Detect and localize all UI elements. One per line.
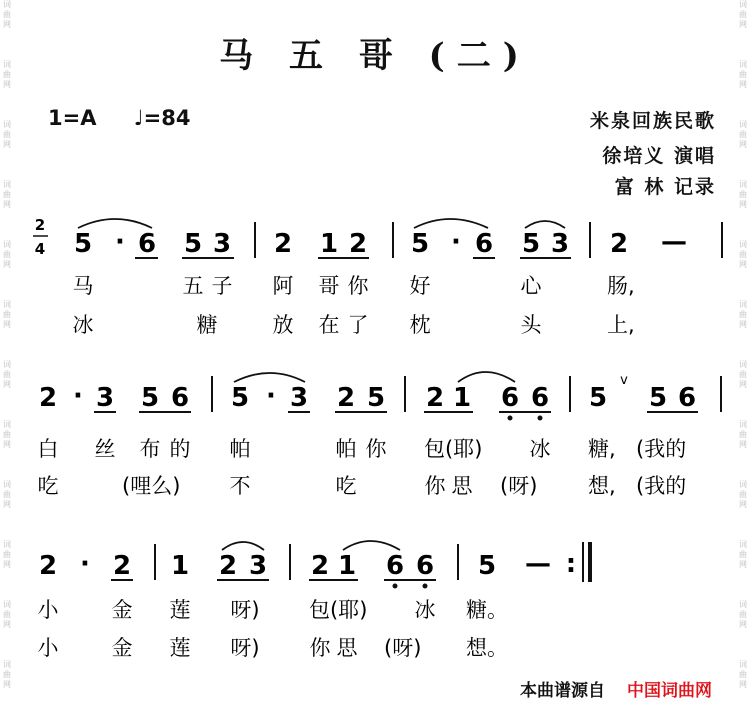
lyric: 帕 [335, 437, 357, 461]
note: 5 [230, 383, 250, 413]
lyric: 帕 [229, 437, 251, 461]
note-dot: · [115, 227, 125, 257]
note: 5 [588, 383, 608, 413]
lyric: 冰 [72, 313, 94, 337]
lyric: (呀) [500, 474, 538, 498]
lyric: 了 [347, 313, 369, 337]
note: 6 [677, 383, 697, 413]
lyric: 糖。 [466, 598, 508, 622]
watermark-text: 词 曲 网 [3, 360, 11, 389]
watermark-text: 词 曲 网 [3, 480, 11, 509]
lyric: 阿 [272, 274, 294, 298]
lyric: 布 [139, 437, 161, 461]
note: 2 [310, 551, 330, 581]
lyric: 心 [520, 274, 542, 298]
lyric: 你 [365, 437, 387, 461]
lyric: 子 [211, 274, 233, 298]
dash: — [525, 549, 551, 579]
note: 2 [38, 383, 58, 413]
slur [525, 221, 565, 228]
octave-dot [538, 416, 543, 421]
tempo-marking: ♩=84 [133, 106, 191, 130]
repeat-dots: : [565, 549, 577, 579]
note: 5 [73, 229, 93, 259]
lyric: 你 [309, 636, 331, 660]
lyric: 呀) [230, 598, 260, 622]
note: 6 [474, 229, 494, 259]
lyric: 小 [37, 598, 59, 622]
octave-dot [393, 584, 398, 589]
lyric: 小 [37, 636, 59, 660]
lyric: 哥 [318, 274, 340, 298]
lyric: 莲 [169, 598, 191, 622]
note: 2 [38, 551, 58, 581]
note: 5 [648, 383, 668, 413]
note-dot: · [266, 381, 276, 411]
watermark-text: 词 曲 网 [3, 540, 11, 569]
note: 2 [218, 551, 238, 581]
note-dot: · [80, 549, 90, 579]
note: 2 [336, 383, 356, 413]
system-2 [38, 372, 722, 498]
lyric: (呀) [384, 636, 422, 660]
note: 1 [452, 383, 472, 413]
note: 6 [385, 551, 405, 581]
lyric: 马 [72, 274, 94, 298]
watermark-text: 词 曲 网 [739, 600, 747, 629]
note: 5 [140, 383, 160, 413]
watermark-text: 词 曲 网 [3, 120, 11, 149]
note: 3 [550, 229, 570, 259]
lyric: 的 [169, 437, 191, 461]
lyric: 莲 [169, 636, 191, 660]
watermark-text: 词 曲 网 [3, 60, 11, 89]
lyric: 呀) [230, 636, 260, 660]
watermark-text: 词 曲 网 [3, 300, 11, 329]
watermark-text: 词 曲 网 [739, 120, 747, 149]
watermark-text: 词 曲 网 [739, 300, 747, 329]
lyric: 肠, [607, 274, 635, 298]
watermark-text: 词 曲 网 [3, 240, 11, 269]
note: 2 [425, 383, 445, 413]
lyric: 吃 [37, 474, 59, 498]
time-sig-bottom: 4 [34, 240, 46, 258]
lyric: 金 [111, 598, 133, 622]
watermark-text: 词 曲 网 [739, 420, 747, 449]
note: 2 [273, 229, 293, 259]
lyric: 糖 [196, 313, 218, 337]
system-3 [38, 541, 591, 660]
lyric: 思 [336, 636, 358, 660]
watermark-text: 词 曲 网 [739, 480, 747, 509]
lyric: 头 [520, 313, 542, 337]
lyric: 冰 [414, 598, 436, 622]
footer-site-link[interactable]: 中国词曲网 [627, 681, 712, 701]
breath-mark: v [620, 373, 628, 388]
lyric: 不 [229, 474, 251, 498]
note: 2 [348, 229, 368, 259]
lyric: 在 [318, 313, 340, 337]
watermark-text: 词 曲 网 [3, 660, 11, 689]
dash: — [661, 227, 687, 257]
slur [222, 542, 264, 550]
watermark-text: 词 曲 网 [739, 240, 747, 269]
note: 1 [319, 229, 339, 259]
lyric: 包(耶) [309, 598, 368, 622]
lyric: (我的 [636, 474, 687, 498]
note: 2 [112, 551, 132, 581]
note: 2 [609, 229, 629, 259]
footer-source-label: 本曲谱源自 [520, 681, 605, 701]
lyric: 好 [409, 274, 431, 298]
note: 6 [137, 229, 157, 259]
lyric: 金 [111, 636, 133, 660]
watermark-text: 词 曲 网 [3, 600, 11, 629]
note: 5 [366, 383, 386, 413]
lyric: 五 [182, 274, 204, 298]
note: 6 [530, 383, 550, 413]
watermark-text: 词 曲 网 [739, 540, 747, 569]
lyric: 思 [451, 474, 473, 498]
watermark-text: 词 曲 网 [3, 420, 11, 449]
octave-dot [423, 584, 428, 589]
credit-origin: 米泉回族民歌 [589, 110, 716, 132]
lyric: 上, [607, 313, 635, 337]
lyric: 冰 [529, 437, 551, 461]
note-dot: · [451, 227, 461, 257]
lyric: 包(耶) [424, 437, 483, 461]
note: 3 [212, 229, 232, 259]
note-dot: · [73, 381, 83, 411]
watermark-text: 词 曲 网 [739, 60, 747, 89]
watermark-text: 词 曲 网 [739, 660, 747, 689]
lyric: 你 [347, 274, 369, 298]
note: 3 [95, 383, 115, 413]
system-1 [73, 219, 723, 337]
note: 1 [170, 551, 190, 581]
watermark-text: 词 曲 网 [3, 180, 11, 209]
credit-transcriber: 富 林 记录 [614, 176, 716, 198]
lyric: 糖, [588, 437, 616, 461]
key-signature: 1=A [48, 106, 97, 130]
slur [458, 372, 515, 382]
note: 3 [248, 551, 268, 581]
lyric: 放 [272, 313, 294, 337]
note: 1 [337, 551, 357, 581]
watermark-text: 词 曲 网 [739, 360, 747, 389]
lyric: 你 [424, 474, 446, 498]
lyric: 白 [37, 437, 59, 461]
lyric: 吃 [335, 474, 357, 498]
lyric: 想, [588, 474, 616, 498]
lyric: 想。 [466, 636, 508, 660]
lyric: (我的 [636, 437, 687, 461]
note: 3 [289, 383, 309, 413]
note: 6 [500, 383, 520, 413]
octave-dot [508, 416, 513, 421]
watermark-text: 词 曲 网 [739, 180, 747, 209]
lyric: 枕 [409, 313, 431, 337]
slur [343, 541, 400, 550]
credit-singer: 徐培义 演唱 [602, 145, 716, 167]
lyric: 丝 [94, 437, 116, 461]
song-title: 马 五 哥 (二) [219, 36, 531, 76]
note: 6 [170, 383, 190, 413]
watermark-text: 词 曲 网 [3, 0, 11, 29]
note: 5 [477, 551, 497, 581]
lyric: (哩么) [122, 474, 181, 498]
watermark-text: 词 曲 网 [739, 0, 747, 29]
note: 5 [183, 229, 203, 259]
note: 5 [410, 229, 430, 259]
note: 5 [521, 229, 541, 259]
note: 6 [415, 551, 435, 581]
time-sig-top: 2 [34, 216, 46, 234]
